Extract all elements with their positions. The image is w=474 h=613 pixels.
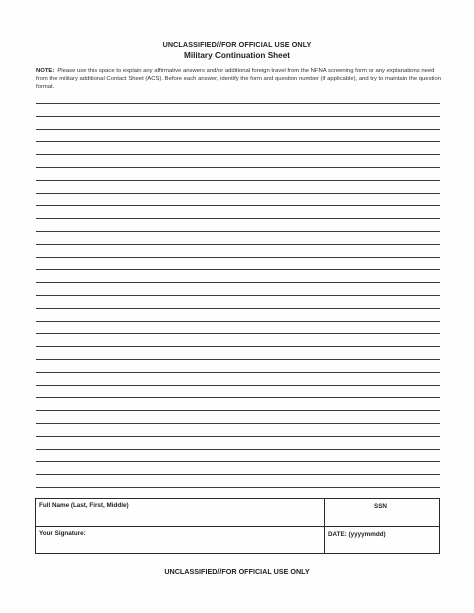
ruled-line xyxy=(36,244,440,245)
ruled-line xyxy=(36,180,440,181)
ruled-line xyxy=(36,282,440,283)
classification-header: UNCLASSIFIED//FOR OFFICIAL USE ONLY xyxy=(162,40,312,49)
ruled-line xyxy=(36,359,440,360)
ruled-line xyxy=(36,154,440,155)
ruled-line xyxy=(36,397,440,398)
classification-footer: UNCLASSIFIED//FOR OFFICIAL USE ONLY xyxy=(164,567,310,576)
date-label: DATE: (yyyymmdd) xyxy=(328,531,386,538)
signature-block xyxy=(35,498,440,554)
ruled-line xyxy=(36,205,440,206)
ruled-line xyxy=(36,129,440,130)
ruled-line xyxy=(36,449,440,450)
ruled-line xyxy=(36,474,440,475)
ruled-line xyxy=(36,436,440,437)
ruled-line xyxy=(36,295,440,296)
ruled-writing-area[interactable] xyxy=(36,103,440,487)
column-divider xyxy=(324,499,325,553)
ruled-line xyxy=(36,218,440,219)
ruled-line xyxy=(36,116,440,117)
ruled-line xyxy=(36,423,440,424)
ruled-line xyxy=(36,410,440,411)
ruled-line xyxy=(36,103,440,104)
ruled-line xyxy=(36,308,440,309)
ruled-line xyxy=(36,193,440,194)
ruled-line xyxy=(36,461,440,462)
ruled-line xyxy=(36,269,440,270)
full-name-label: Full Name (Last, First, Middle) xyxy=(39,502,129,509)
ruled-line xyxy=(36,333,440,334)
ruled-line xyxy=(36,372,440,373)
ruled-line xyxy=(36,346,440,347)
instruction-note xyxy=(36,67,442,92)
signature-label: Your Signature: xyxy=(39,530,86,537)
page-title: Military Continuation Sheet xyxy=(184,51,290,60)
note-text: Please use this space to explain any affirmative answers and/or additional foreign travel from the NFNA screening form or any explanations need from the military additional Contact Sheet (ACS). Before each answer, identify the form and question number (if applicable), and try to maintain the question format. xyxy=(36,68,442,91)
ruled-line xyxy=(36,231,440,232)
row-divider xyxy=(36,526,439,527)
ruled-line xyxy=(36,257,440,258)
ruled-line xyxy=(36,167,440,168)
ruled-line xyxy=(36,487,440,488)
ruled-line xyxy=(36,321,440,322)
ssn-label: SSN xyxy=(374,503,387,510)
ruled-line xyxy=(36,385,440,386)
ruled-line xyxy=(36,141,440,142)
note-label: NOTE: xyxy=(36,68,55,74)
